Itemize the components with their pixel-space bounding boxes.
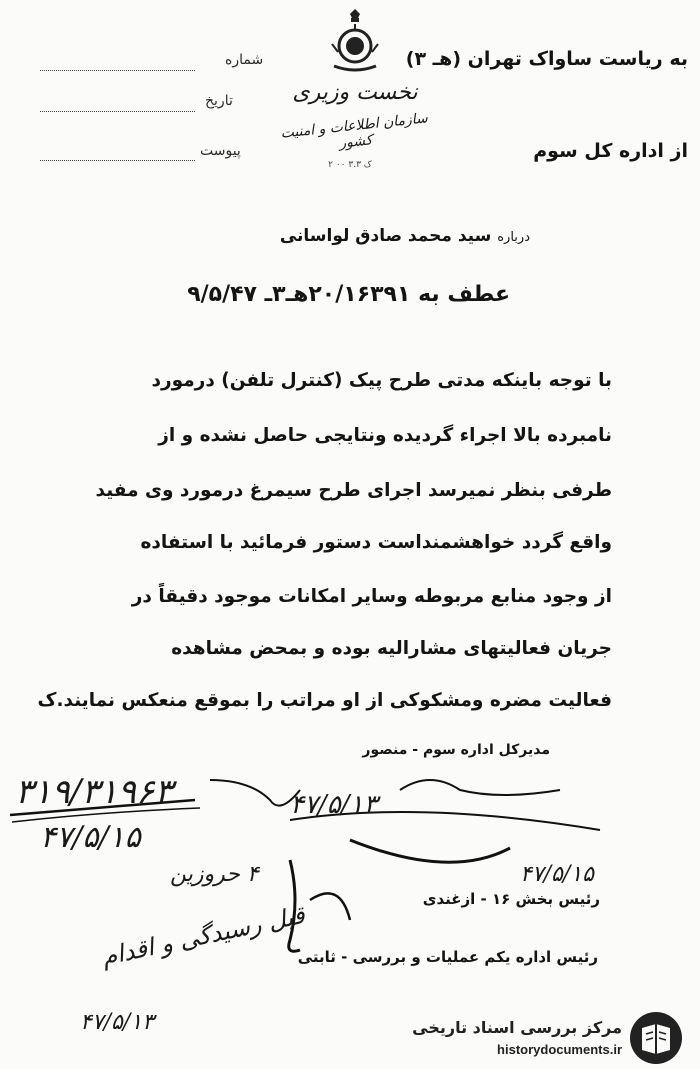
body-line-1: با توجه باینکه مدتی طرح پیک (کنترل تلفن) درمورد [151, 370, 612, 391]
body-line-7: فعالیت مضره ومشکوکی از او مراتب را بموقع منعکس نمایند.ک [37, 690, 612, 711]
subject-label: درباره [497, 230, 530, 245]
letterhead-code: ک ۳.۳ ۰۰ ۲ [328, 160, 372, 170]
body-line-6: جریان فعالیتهای مشارالیه بوده و بمحض مشاهده [171, 638, 612, 659]
body-line-4: واقع گردد خواهشمنداست دستور فرمائید با استفاده [140, 532, 612, 553]
subject-value: سید محمد صادق لواسانی [279, 226, 492, 246]
handwritten-number-mid: ۴۷/۵/۱۳ [290, 790, 378, 820]
handwritten-number-top: ۳۱۹/۳۱۹۶۳ [15, 772, 173, 812]
watermark-url[interactable]: historydocuments.ir [497, 1042, 622, 1057]
handwritten-date-left: ۴۷/۵/۱۵ [40, 820, 141, 855]
sender-prefix: از [670, 140, 688, 162]
sender-value: اداره کل سوم [533, 140, 664, 162]
body-line-3: طرفی بنظر نمیرسد اجرای طرح سیمرغ درمورد وی مفید [95, 480, 612, 501]
handwritten-note-left: ۴ حروزین [170, 862, 259, 887]
handwritten-note-left-2: قبل رسیدگی و اقدام [99, 900, 308, 972]
number-label: شماره [225, 52, 264, 68]
attachment-label: پیوست [200, 143, 241, 159]
handwritten-date-right: ۴۷/۵/۱۵ [520, 862, 594, 887]
body-line-5: از وجود منابع مربوطه وسایر امکانات موجود دقیقاً در [131, 586, 612, 607]
archive-logo-icon [628, 1010, 684, 1066]
reference-line: عطف به ۲۰/۱۶۳۹۱هـ۳ـ ۹/۵/۴۷ [187, 282, 510, 307]
handwritten-date-bottom: ۴۷/۵/۱۳ [80, 1010, 154, 1035]
letterhead-organization: سازمان اطلاعات و امنیت کشور [279, 110, 429, 152]
watermark-title: مرکز بررسی اسناد تاریخی [412, 1018, 622, 1037]
letterhead-title: نخست وزیری [292, 80, 418, 105]
department-chief-line: رئیس بخش ۱۶ - ازغندی [422, 890, 600, 908]
operations-chief-line: رئیس اداره یکم عملیات و بررسی - ثابتی [297, 948, 598, 966]
addressee-value: ریاست ساواک تهران (هـ ۳) [405, 48, 663, 70]
signature-title: مدیرکل اداره سوم - منصور [362, 742, 550, 758]
addressee-prefix: به [669, 48, 688, 70]
date-label: تاریخ [205, 93, 233, 109]
body-line-2: نامبرده بالا اجراء گردیده ونتایجی حاصل نشده و از [158, 425, 612, 446]
